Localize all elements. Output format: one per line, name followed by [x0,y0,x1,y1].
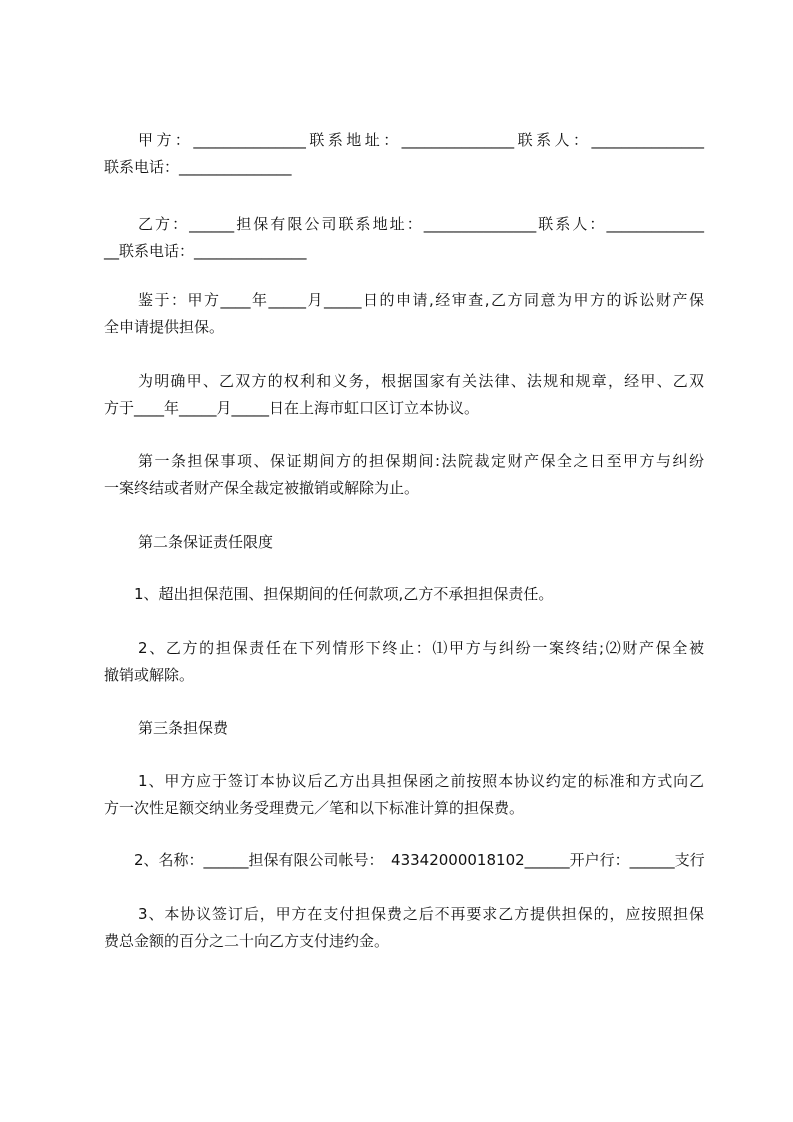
party-a-paragraph [104,126,704,180]
purpose-line-1: 为明确甲、乙双方的权利和义务，根据国家有关法律、法规和规章，经甲、乙双 [138,372,704,390]
whereas-line-1: 鉴于：甲方____年_____月_____日的申请,经审查,乙方同意为甲方的诉讼财产保 [138,291,704,309]
article3-item-3-line-1: 3、本协议签订后，甲方在支付担保费之后不再要求乙方提供担保的，应按照担保 [138,905,704,923]
whereas-paragraph [104,286,704,340]
article1-line-1: 第一条担保事项、保证期间方的担保期间:法院裁定财产保全之日至甲方与纠纷 [138,452,704,470]
party-b-paragraph [104,210,704,264]
article1-paragraph [104,447,704,501]
whereas-line-2: 全申请提供担保。 [104,318,225,336]
article3-item-1-line-2: 方一次性足额交纳业务受理费元／笔和以下标准计算的担保费。 [104,799,525,817]
party-b-line-2: __联系电话：_______________ [104,242,307,260]
article3-item3-paragraph [104,900,704,954]
article1-line-2: 一案终结或者财产保全裁定被撤销或解除为止。 [104,479,420,497]
article3-item-1-line-1: 1、甲方应于签订本协议后乙方出具担保函之前按照本协议约定的标准和方式向乙 [138,772,704,790]
article2-item-1: 1、超出担保范围、担保期间的任何款项,乙方不承担担保责任。 [134,585,554,603]
article3-heading-paragraph [104,714,704,742]
article2-item-2-line-2: 撤销或解除。 [104,666,195,684]
article2-item2-paragraph [104,634,704,688]
article3-item2-paragraph [104,846,704,874]
article2-item-2-line-1: 2、乙方的担保责任在下列情形下终止：⑴甲方与纠纷一案终结;⑵财产保全被 [138,639,704,657]
purpose-paragraph [104,367,704,421]
party-b-line-1: 乙方：______担保有限公司联系地址：_______________联系人：_____________ [138,215,704,233]
article2-heading-paragraph [104,528,704,556]
article3-item-3-line-2: 费总金额的百分之二十向乙方支付违约金。 [104,932,390,950]
article2-heading: 第二条保证责任限度 [138,533,274,551]
article3-heading: 第三条担保费 [138,719,229,737]
purpose-line-2: 方于____年_____月_____日在上海市虹口区订立本协议。 [104,399,480,417]
party-a-line-1: 甲方：_______________联系地址：_______________联系人：_______________ [138,131,704,149]
party-a-line-2: 联系电话：_______________ [104,158,292,176]
article3-item1-paragraph [104,767,704,821]
article3-item-2: 2、名称：______担保有限公司帐号： 43342000018102______开户行：______支行 [134,851,705,869]
article2-item1-paragraph [104,580,704,608]
